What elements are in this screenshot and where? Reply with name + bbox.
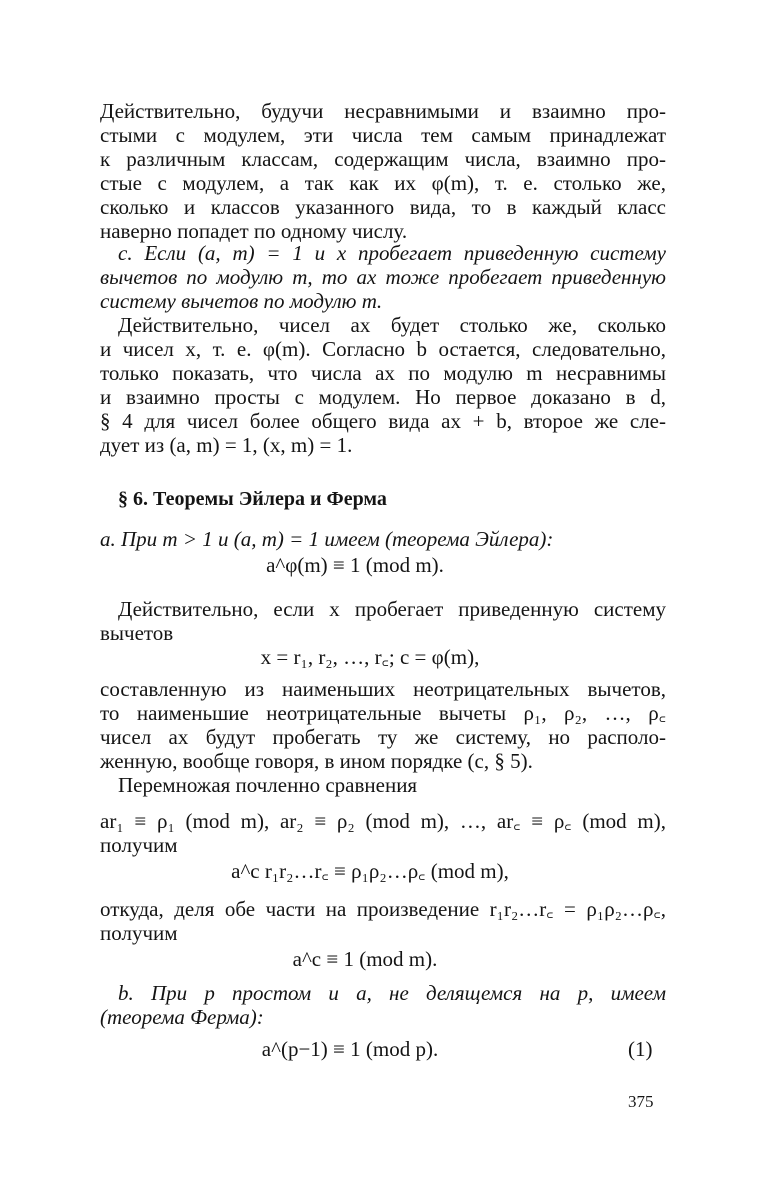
text-line: наверно попадет по одному числу. xyxy=(100,219,408,243)
text-line: женную, вообще говоря, в ином порядке (c, § 5). xyxy=(100,749,533,773)
equation: a^φ(m) ≡ 1 (mod m). xyxy=(266,553,444,577)
page-number: 375 xyxy=(628,1092,654,1111)
equation: a^c ≡ 1 (mod m). xyxy=(292,947,438,971)
text-line: вычетов xyxy=(100,621,174,645)
equation: ar₁ ≡ ρ₁ (mod m), ar₂ ≡ ρ₂ (mod m), …, ar꜀ ≡ ρ꜀ (mod m), xyxy=(100,809,666,833)
text-line: сколько и классов указанного вида, то в каждый класс xyxy=(100,195,666,219)
text-line: § 4 для чисел более общего вида ax + b, второе же сле- xyxy=(100,409,666,433)
text-line: составленную из наименьших неотрицательных вычетов, xyxy=(100,677,666,701)
text-line: систему вычетов по модулю m. xyxy=(100,289,383,313)
paragraph-start: Перемножая почленно сравнения xyxy=(118,773,418,797)
text-line: к различным классам, содержащим числа, взаимно про- xyxy=(100,147,666,171)
text-line: откуда, деля обе части на произведение r₁r₂…r꜀ = ρ₁ρ₂…ρ꜀, xyxy=(100,897,666,921)
section-heading: § 6. Теоремы Эйлера и Ферма xyxy=(118,488,387,510)
text-line: и взаимно просты с модулем. Но первое доказано в d, xyxy=(100,385,666,409)
equation: x = r₁, r₂, …, r꜀; c = φ(m), xyxy=(260,645,480,669)
paragraph-start: Действительно, чисел ax будет столько же, сколько xyxy=(118,313,666,337)
equation: a^(p−1) ≡ 1 (mod p). xyxy=(261,1037,439,1061)
theorem-fermat: b. При p простом и a, не делящемся на p, имеем xyxy=(118,981,666,1005)
text-line: Действительно, будучи несравнимыми и взаимно про- xyxy=(100,99,666,123)
text-line: стые с модулем, а так как их φ(m), т. е. столько же, xyxy=(100,171,666,195)
proposition-c: c. Если (a, m) = 1 и x пробегает приведенную систему xyxy=(118,241,666,265)
text-line: стыми с модулем, эти числа тем самым принадлежат xyxy=(100,123,666,147)
equation: a^c r₁r₂…r꜀ ≡ ρ₁ρ₂…ρ꜀ (mod m), xyxy=(231,859,509,883)
text-line: дует из (a, m) = 1, (x, m) = 1. xyxy=(100,433,353,457)
equation-number: (1) xyxy=(628,1037,653,1061)
text-line: только показать, что числа ax по модулю m несравнимы xyxy=(100,361,666,385)
paragraph-start: Действительно, если x пробегает приведенную систему xyxy=(118,597,666,621)
text-line: получим xyxy=(100,833,178,857)
text-line: вычетов по модулю m, то ax тоже пробегает приведенную xyxy=(100,265,666,289)
text-line: чисел ax будут пробегать ту же систему, но располо- xyxy=(100,725,666,749)
theorem-euler: a. При m > 1 и (a, m) = 1 имеем (теорема Эйлера): xyxy=(100,527,554,551)
text-line: и чисел x, т. е. φ(m). Согласно b остается, следовательно, xyxy=(100,337,666,361)
text-line: (теорема Ферма): xyxy=(100,1005,264,1029)
text-line: то наименьшие неотрицательные вычеты ρ₁, ρ₂, …, ρ꜀ xyxy=(100,701,666,725)
text-line: получим xyxy=(100,921,178,945)
